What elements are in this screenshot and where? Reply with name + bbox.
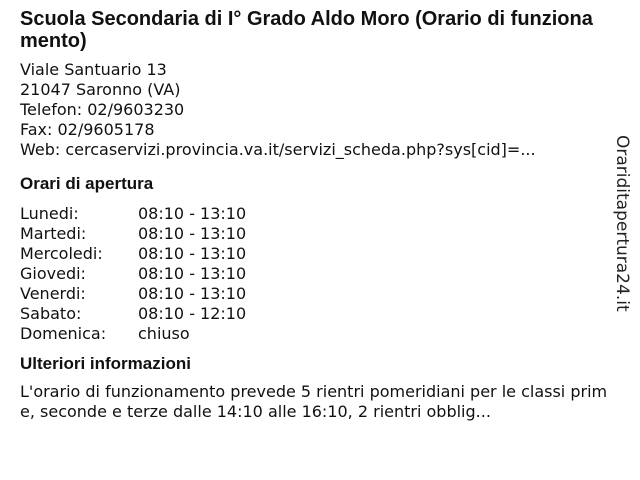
day-label: Lunedi: (20, 204, 79, 223)
address-block (20, 60, 610, 160)
time-value: 08:10 - 13:10 (138, 284, 247, 303)
time-value: 08:10 - 13:10 (138, 264, 247, 283)
website-link[interactable]: Web: cercaservizi.provincia.va.it/servizi_scheda.php?sys[cid]=... (20, 140, 536, 159)
day-label: Venerdi: (20, 284, 86, 303)
fax-number: Fax: 02/9605178 (20, 120, 155, 139)
opening-hours-table (20, 204, 246, 344)
street-address: Viale Santuario 13 (20, 60, 167, 79)
day-label: Martedi: (20, 224, 87, 243)
time-value: chiuso (138, 324, 190, 343)
hours-row-saturday (20, 304, 246, 324)
hours-row-friday (20, 284, 246, 304)
school-info-card (20, 8, 610, 422)
time-value: 08:10 - 13:10 (138, 244, 247, 263)
additional-info-text: L'orario di funzionamento prevede 5 rientri pomeridiani per le classi prime, seconde e terze dalle 14:10 alle 16:10, 2 rientri obblig... (20, 382, 608, 421)
time-value: 08:10 - 13:10 (138, 224, 247, 243)
day-label: Sabato: (20, 304, 82, 323)
city-address: 21047 Saronno (VA) (20, 80, 181, 99)
hours-row-wednesday (20, 244, 246, 264)
additional-info-heading: Ulteriori informazioni (20, 354, 191, 373)
time-value: 08:10 - 13:10 (138, 204, 247, 223)
day-label: Domenica: (20, 324, 107, 343)
time-value: 08:10 - 12:10 (138, 304, 247, 323)
day-label: Giovedi: (20, 264, 86, 283)
site-brand-label: Orariditapertura24.it (612, 135, 632, 312)
hours-row-monday (20, 204, 246, 224)
hours-row-thursday (20, 264, 246, 284)
day-label: Mercoledi: (20, 244, 103, 263)
page-title: Scuola Secondaria di I° Grado Aldo Moro (Orario di funzionamento) (20, 8, 593, 52)
hours-row-tuesday (20, 224, 246, 244)
phone-number: Telefon: 02/9603230 (20, 100, 185, 119)
opening-hours-heading: Orari di apertura (20, 174, 154, 193)
hours-row-sunday (20, 324, 246, 344)
